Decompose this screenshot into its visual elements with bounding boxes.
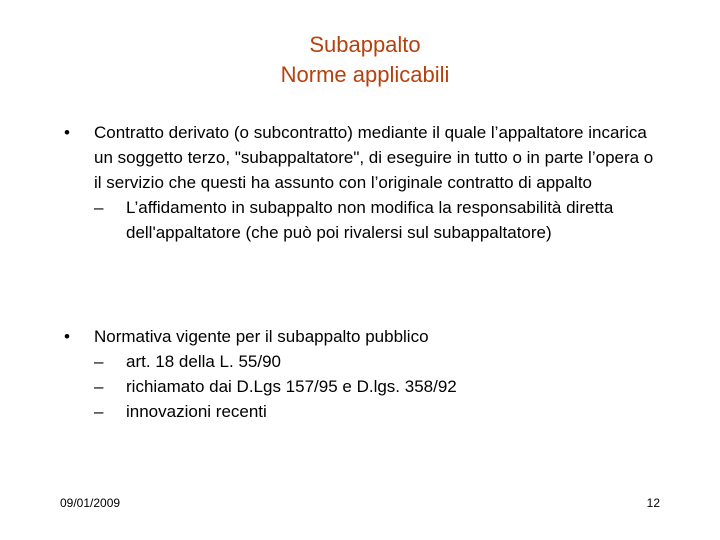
bullet-marker: • [64,123,70,142]
sub-item [94,195,654,245]
sub-item-text: richiamato dai D.Lgs 157/95 e D.lgs. 358/92 [126,377,457,396]
sub-item-text: innovazioni recenti [126,402,267,421]
sub-item-marker: – [94,352,104,371]
sub-item [94,399,654,424]
sub-item [94,349,654,374]
bullet-item [64,120,654,245]
sub-item [94,374,654,399]
bullet-marker: • [64,327,70,346]
sub-item-marker: – [94,198,104,217]
bullet-text: Contratto derivato (o subcontratto) mediante il quale l’appaltatore incarica un soggetto terzo, "subappaltatore", di eseguire in tutto o in parte l’opera o il servizio che questi ha assunto con l’originale contratto di appalto [94,123,654,192]
sub-item-text: L’affidamento in subappalto non modifica la responsabilità diretta dell'appaltatore (che può poi rivalersi sul subappaltatore) [126,198,614,242]
footer-date: 09/01/2009 [60,496,121,510]
sub-item-text: art. 18 della L. 55/90 [126,352,282,371]
title-line-1: Subappalto [309,32,421,57]
slide-title [0,30,720,90]
page-number: 12 [646,496,660,510]
title-line-2: Norme applicabili [280,62,450,87]
sub-item-marker: – [94,402,104,421]
bullet-item [64,324,654,424]
sub-item-marker: – [94,377,104,396]
bullet-text: Normativa vigente per il subappalto pubblico [94,327,429,346]
